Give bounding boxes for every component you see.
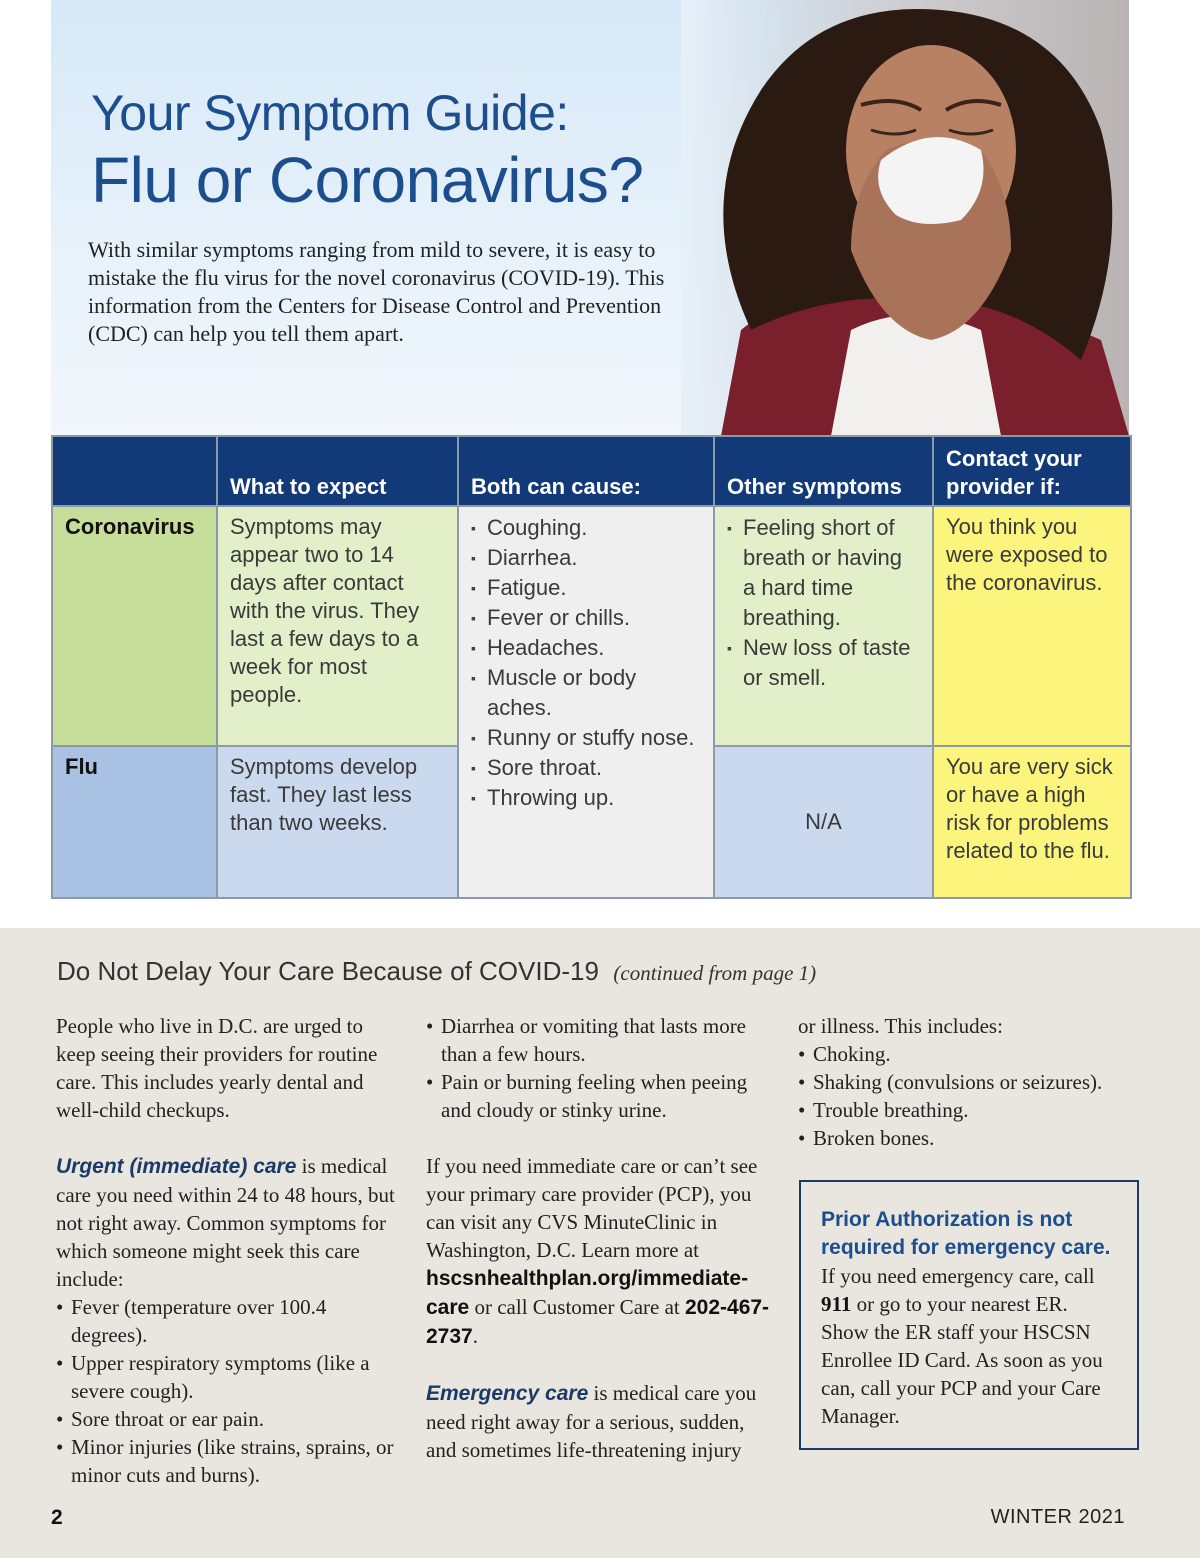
list-item: • Choking.: [798, 1040, 1138, 1068]
page-title-line1: Your Symptom Guide:: [91, 85, 569, 141]
immediate-care-text: If you need immediate care or can’t see your primary care provider (PCP), you can visit any CVS MinuteClinic in Washington, D.C. Learn more at: [426, 1154, 758, 1262]
list-item: ▪ Feeling short of breath or having a hard time breathing.: [727, 513, 920, 633]
list-item: • Upper respiratory symptoms (like a severe cough).: [56, 1349, 401, 1405]
list-item: • Sore throat or ear pain.: [56, 1405, 401, 1433]
list-item: ▪ Throwing up.: [471, 783, 701, 813]
flu-contact: You are very sick or have a high risk for problems related to the flu.: [933, 746, 1131, 898]
customer-care-phone[interactable]: 202-467-2737: [426, 1296, 770, 1348]
list-item: ▪ Diarrhea.: [471, 543, 701, 573]
list-item: • Trouble breathing.: [798, 1096, 1138, 1124]
callout-heading: Prior Authorization is not required for emergency care.: [821, 1208, 1111, 1259]
routine-care-paragraph: People who live in D.C. are urged to keep seeing their providers for routine care. This includes yearly dental and well-child checkups.: [56, 1014, 378, 1122]
period: .: [472, 1324, 478, 1348]
callout-text-a: If you need emergency care, call: [821, 1264, 1095, 1288]
header-both-can-cause: Both can cause:: [458, 436, 714, 506]
immediate-care-link[interactable]: hscsnhealthplan.org/immediate-care: [426, 1267, 749, 1319]
list-item: • Fever (temperature over 100.4 degrees).: [56, 1293, 401, 1349]
coronavirus-expect: Symptoms may appear two to 14 days after contact with the virus. They last a few days to a week for most people.: [217, 506, 458, 746]
list-item: ▪ Coughing.: [471, 513, 701, 543]
list-item: • Broken bones.: [798, 1124, 1138, 1152]
hero-photo-woman-sneezing: [681, 0, 1129, 436]
issue-season: WINTER 2021: [990, 1506, 1125, 1528]
row-label-coronavirus: Coronavirus: [52, 506, 217, 746]
column-3: [798, 1012, 1138, 1152]
flu-other-symptoms: N/A: [714, 746, 933, 898]
coronavirus-other-symptoms: [714, 506, 933, 746]
urgent-care-text: is medical care you need within 24 to 48 hours, but not right away. Common symptoms for which someone might seek this care include:: [56, 1154, 395, 1291]
callout-body: [821, 1262, 1117, 1430]
list-item: • Pain or burning feeling when peeing and cloudy or stinky urine.: [426, 1068, 778, 1124]
prior-authorization-callout: [799, 1180, 1139, 1450]
header-empty: [52, 436, 217, 506]
list-item: ▪ Runny or stuffy nose.: [471, 723, 701, 753]
emergency-care-text: is medical care you need right away for a serious, sudden, and sometimes life-threatening injury: [426, 1381, 757, 1462]
table-header-row: [52, 436, 1131, 506]
symptom-comparison-table: [51, 435, 1132, 899]
table-row-coronavirus: [52, 506, 1131, 746]
emergency-lead: or illness. This includes:: [798, 1014, 1003, 1038]
list-item: ▪ Headaches.: [471, 633, 701, 663]
callout-text-b: or go to your nearest ER. Show the ER staff your HSCSN Enrollee ID Card. As soon as you can, call your PCP and your Care Manager.: [821, 1292, 1103, 1428]
call-text: or call Customer Care at: [469, 1295, 685, 1319]
emergency-number: 911: [821, 1292, 852, 1316]
list-item: ▪ Muscle or body aches.: [471, 663, 701, 723]
list-item: ▪ Fever or chills.: [471, 603, 701, 633]
intro-paragraph: With similar symptoms ranging from mild to severe, it is easy to mistake the flu virus for the novel coronavirus (COVID-19). This information from the Centers for Disease Control and Prevention (CDC) can help you tell them apart.: [88, 237, 665, 346]
column-1: [56, 1012, 401, 1489]
continued-note: (continued from page 1): [613, 961, 817, 985]
both-can-cause-list: [458, 506, 714, 898]
header-other-symptoms: Other symptoms: [714, 436, 933, 506]
header-what-to-expect: What to expect: [217, 436, 458, 506]
column-2: [426, 1012, 778, 1492]
immediate-care-paragraph: [426, 1152, 778, 1351]
page-title-line2: Flu or Coronavirus?: [91, 144, 644, 216]
list-item: ▪ Fatigue.: [471, 573, 701, 603]
hero-banner: [51, 0, 1129, 436]
list-item: ▪ Sore throat.: [471, 753, 701, 783]
list-item: • Minor injuries (like strains, sprains, or minor cuts and burns).: [56, 1433, 401, 1489]
section-title: [57, 956, 816, 987]
header-contact-provider: Contact your provider if:: [933, 436, 1131, 506]
flu-expect: Symptoms develop fast. They last less than two weeks.: [217, 746, 458, 898]
list-item: • Diarrhea or vomiting that lasts more than a few hours.: [426, 1012, 778, 1068]
emergency-care-paragraph: [426, 1379, 778, 1464]
section-title-text: Do Not Delay Your Care Because of COVID-19: [57, 956, 599, 986]
urgent-symptoms-list: [56, 1293, 401, 1489]
row-label-flu: Flu: [52, 746, 217, 898]
list-item: ▪ New loss of taste or smell.: [727, 633, 920, 693]
emergency-symptoms-list: [798, 1040, 1138, 1152]
urgent-symptoms-list-continued: [426, 1012, 778, 1124]
emergency-care-term: Emergency care: [426, 1382, 589, 1405]
coronavirus-contact: You think you were exposed to the coronavirus.: [933, 506, 1131, 746]
woman-sneezing-illustration: [681, 0, 1129, 436]
page-number: 2: [51, 1506, 63, 1529]
urgent-care-term: Urgent (immediate) care: [56, 1155, 297, 1178]
list-item: • Shaking (convulsions or seizures).: [798, 1068, 1138, 1096]
delay-care-section: [0, 928, 1200, 1558]
